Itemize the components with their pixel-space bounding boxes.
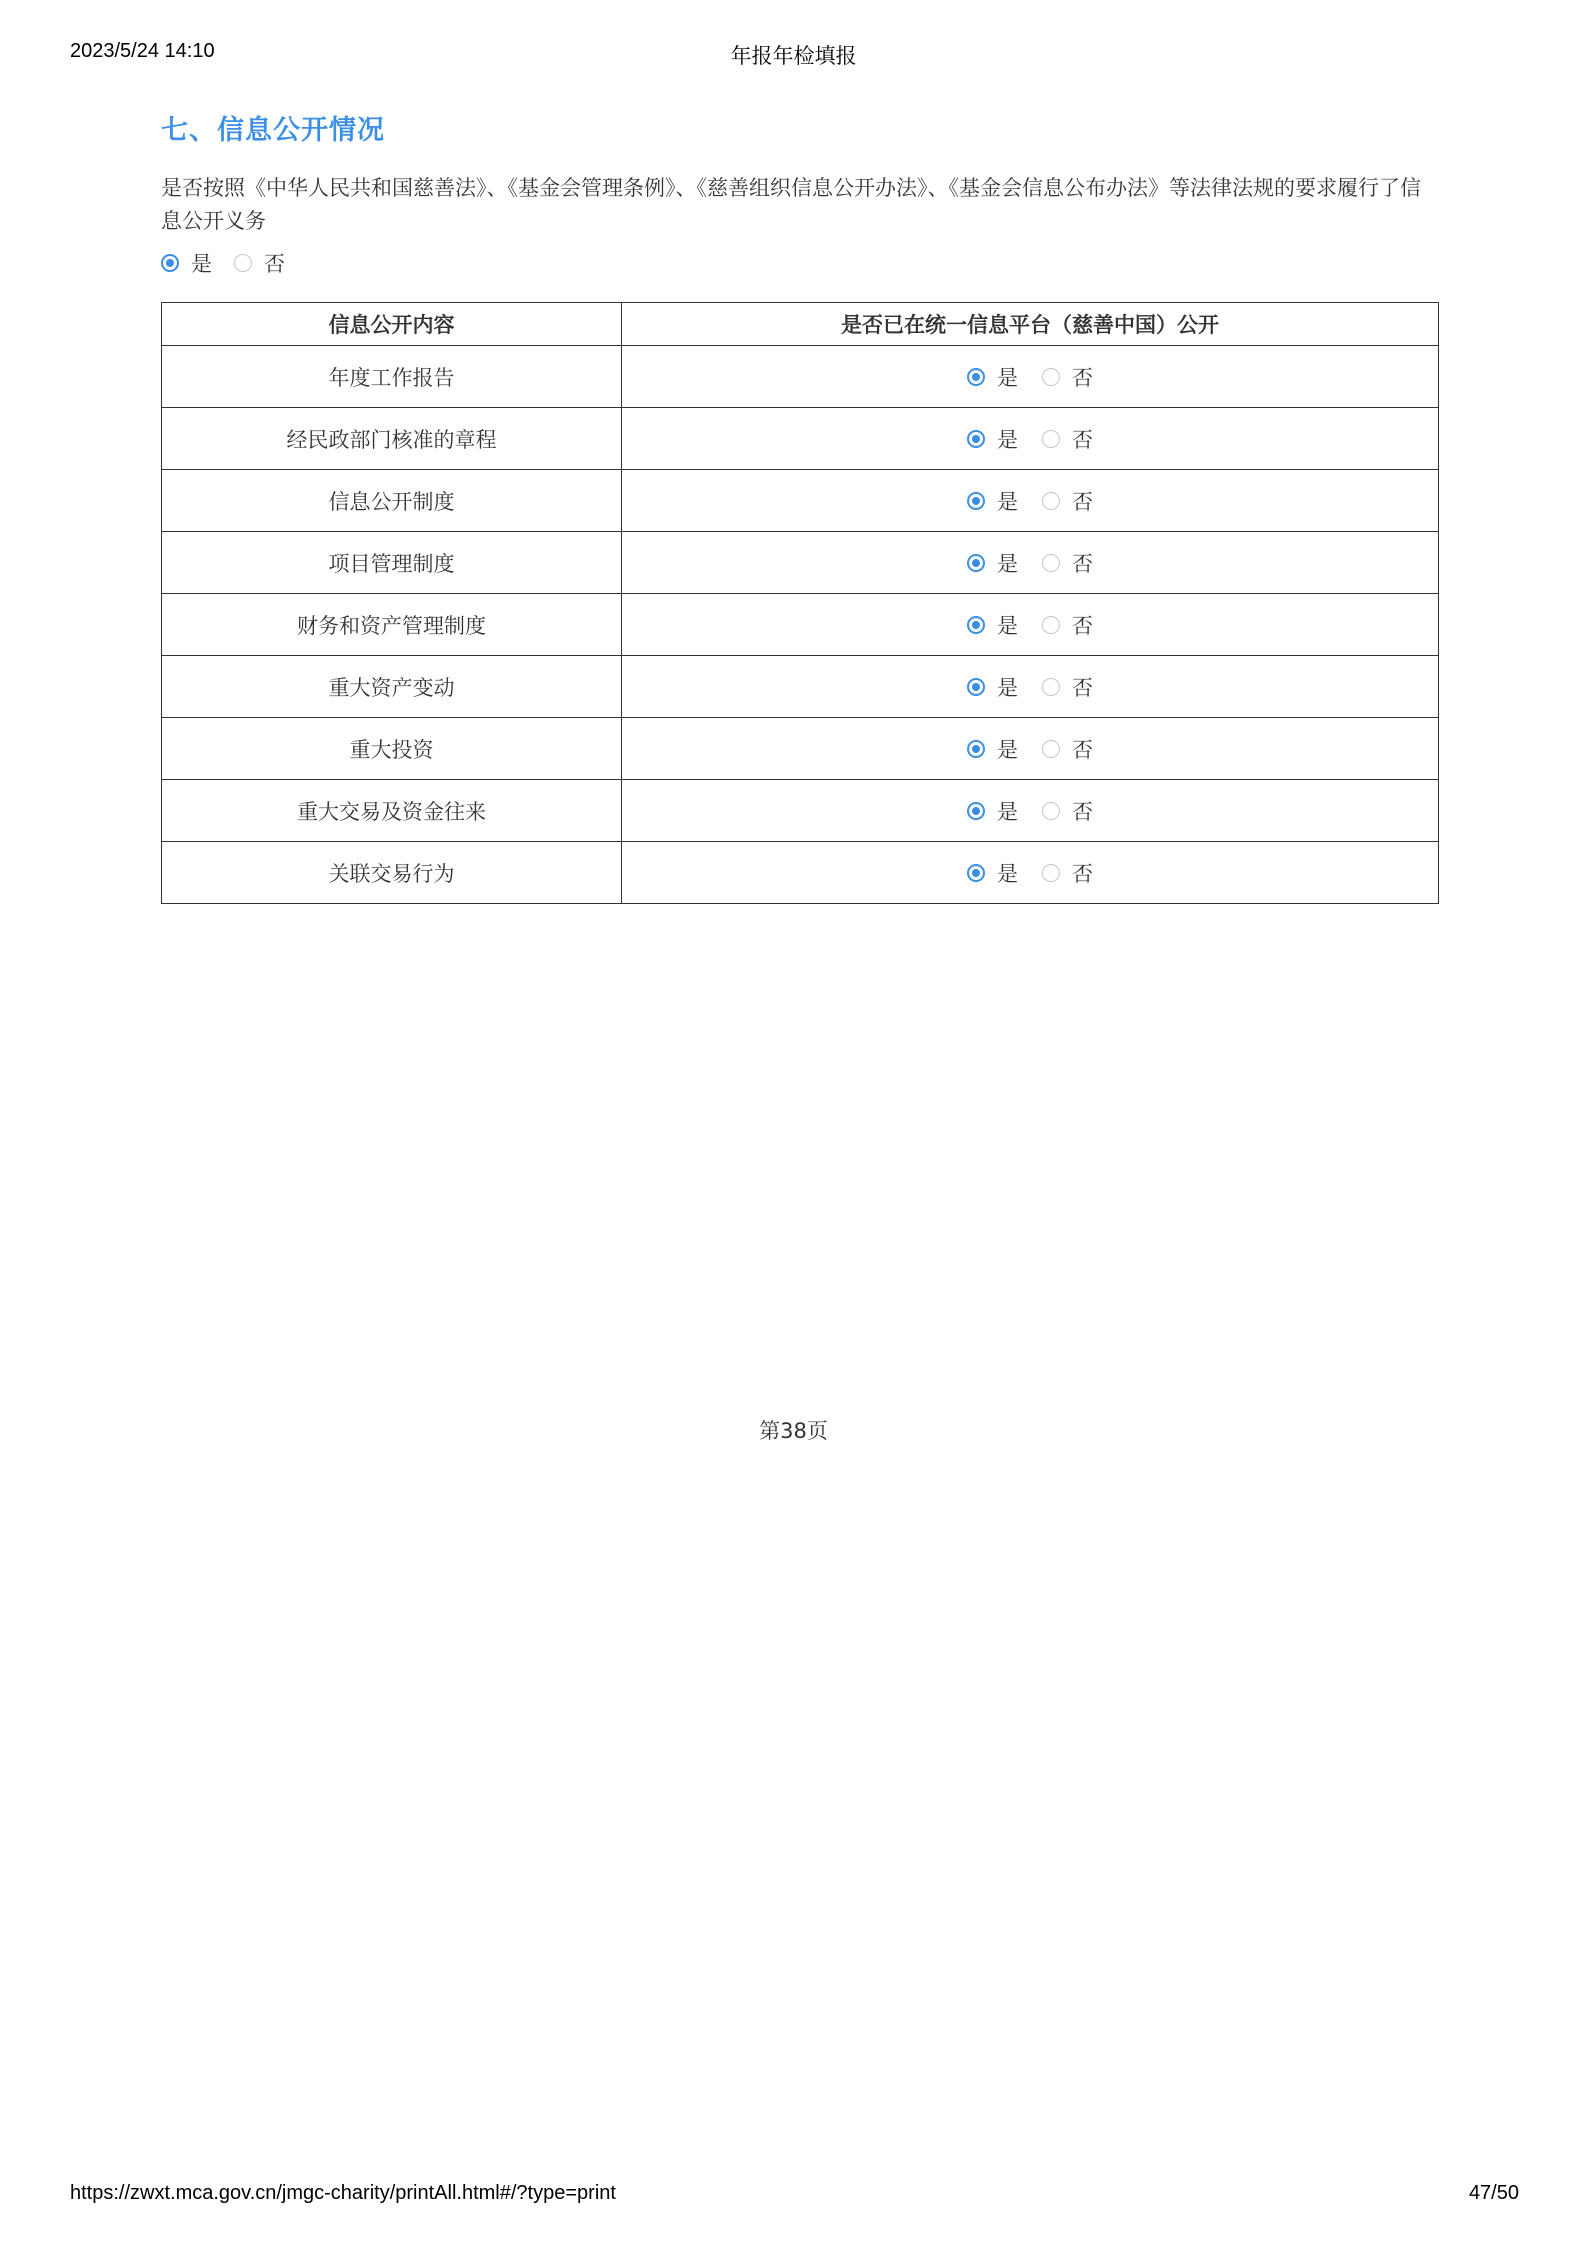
compliance-yes-label: 是	[191, 252, 212, 276]
row-yes-label: 是	[997, 861, 1018, 886]
disclosure-table-body	[162, 346, 1439, 904]
row-radio-group[interactable]	[955, 672, 1105, 702]
row-yes-label: 是	[997, 737, 1018, 762]
row-no-label: 否	[1072, 365, 1093, 390]
disclosure-status-cell	[622, 346, 1439, 408]
radio-checked-icon[interactable]	[161, 254, 179, 272]
compliance-yes-option[interactable]	[161, 248, 212, 278]
row-yes-option[interactable]	[967, 610, 1018, 640]
row-no-option[interactable]	[1042, 486, 1093, 516]
row-radio-group[interactable]	[955, 858, 1105, 888]
table-header-row	[162, 303, 1439, 346]
print-footer-url: https://zwxt.mca.gov.cn/jmgc-charity/printAll.html#/?type=print	[70, 2182, 616, 2204]
disclosure-status-cell	[622, 408, 1439, 470]
row-yes-option[interactable]	[967, 486, 1018, 516]
header-content-column: 信息公开内容	[162, 303, 622, 346]
disclosure-question: 是否按照《中华人民共和国慈善法》、《基金会管理条例》、《慈善组织信息公开办法》、《基金会信息公布办法》等法律法规的要求履行了信息公开义务	[161, 176, 1421, 233]
header-platform-column: 是否已在统一信息平台（慈善中国）公开	[622, 303, 1439, 346]
disclosure-status-cell	[622, 718, 1439, 780]
row-radio-group[interactable]	[955, 424, 1105, 454]
table-row	[162, 780, 1439, 842]
disclosure-status-cell	[622, 470, 1439, 532]
disclosure-compliance-radio-group[interactable]	[161, 248, 307, 278]
table-row	[162, 408, 1439, 470]
row-no-label: 否	[1072, 489, 1093, 514]
row-no-label: 否	[1072, 675, 1093, 700]
radio-unchecked-icon[interactable]	[234, 254, 252, 272]
radio-checked-icon[interactable]	[967, 740, 985, 758]
table-row	[162, 718, 1439, 780]
row-no-option[interactable]	[1042, 672, 1093, 702]
print-page-count: 47/50	[1468, 2182, 1519, 2204]
row-no-option[interactable]	[1042, 734, 1093, 764]
row-no-option[interactable]	[1042, 858, 1093, 888]
table-row	[162, 842, 1439, 904]
radio-checked-icon[interactable]	[967, 864, 985, 882]
radio-checked-icon[interactable]	[967, 430, 985, 448]
row-yes-label: 是	[997, 799, 1018, 824]
radio-checked-icon[interactable]	[967, 802, 985, 820]
row-yes-option[interactable]	[967, 362, 1018, 392]
radio-unchecked-icon[interactable]	[1042, 802, 1060, 820]
row-radio-group[interactable]	[955, 610, 1105, 640]
print-datetime: 2023/5/24 14:10	[70, 40, 215, 62]
radio-unchecked-icon[interactable]	[1042, 740, 1060, 758]
disclosure-status-cell	[622, 842, 1439, 904]
radio-unchecked-icon[interactable]	[1042, 678, 1060, 696]
page-number: 第38页	[759, 1419, 828, 1443]
disclosure-status-cell	[622, 780, 1439, 842]
radio-unchecked-icon[interactable]	[1042, 864, 1060, 882]
radio-unchecked-icon[interactable]	[1042, 554, 1060, 572]
row-no-label: 否	[1072, 799, 1093, 824]
disclosure-item-cell: 项目管理制度	[162, 532, 622, 594]
row-yes-label: 是	[997, 613, 1018, 638]
radio-unchecked-icon[interactable]	[1042, 492, 1060, 510]
table-row	[162, 532, 1439, 594]
row-yes-option[interactable]	[967, 858, 1018, 888]
radio-unchecked-icon[interactable]	[1042, 430, 1060, 448]
disclosure-item-cell: 重大投资	[162, 718, 622, 780]
row-no-label: 否	[1072, 551, 1093, 576]
radio-checked-icon[interactable]	[967, 616, 985, 634]
disclosure-item-cell: 经民政部门核准的章程	[162, 408, 622, 470]
row-yes-option[interactable]	[967, 548, 1018, 578]
row-yes-label: 是	[997, 365, 1018, 390]
row-no-label: 否	[1072, 427, 1093, 452]
row-no-label: 否	[1072, 861, 1093, 886]
section-title: 七、信息公开情况	[161, 115, 385, 146]
disclosure-item-cell: 信息公开制度	[162, 470, 622, 532]
compliance-no-option[interactable]	[234, 248, 285, 278]
row-no-option[interactable]	[1042, 362, 1093, 392]
disclosure-item-cell: 关联交易行为	[162, 842, 622, 904]
table-row	[162, 656, 1439, 718]
row-no-option[interactable]	[1042, 610, 1093, 640]
disclosure-item-cell: 重大资产变动	[162, 656, 622, 718]
row-yes-label: 是	[997, 675, 1018, 700]
row-yes-label: 是	[997, 489, 1018, 514]
radio-checked-icon[interactable]	[967, 678, 985, 696]
row-yes-label: 是	[997, 551, 1018, 576]
row-yes-option[interactable]	[967, 424, 1018, 454]
row-no-option[interactable]	[1042, 548, 1093, 578]
row-no-label: 否	[1072, 613, 1093, 638]
row-radio-group[interactable]	[955, 548, 1105, 578]
disclosure-status-cell	[622, 656, 1439, 718]
disclosure-item-cell: 重大交易及资金往来	[162, 780, 622, 842]
row-yes-label: 是	[997, 427, 1018, 452]
disclosure-item-cell: 财务和资产管理制度	[162, 594, 622, 656]
table-row	[162, 594, 1439, 656]
row-yes-option[interactable]	[967, 796, 1018, 826]
row-radio-group[interactable]	[955, 734, 1105, 764]
radio-checked-icon[interactable]	[967, 554, 985, 572]
table-row	[162, 346, 1439, 408]
row-radio-group[interactable]	[955, 796, 1105, 826]
compliance-no-label: 否	[264, 252, 285, 276]
row-no-option[interactable]	[1042, 424, 1093, 454]
radio-checked-icon[interactable]	[967, 368, 985, 386]
radio-unchecked-icon[interactable]	[1042, 368, 1060, 386]
disclosure-table	[161, 302, 1439, 904]
radio-unchecked-icon[interactable]	[1042, 616, 1060, 634]
radio-checked-icon[interactable]	[967, 492, 985, 510]
disclosure-status-cell	[622, 532, 1439, 594]
print-header-title: 年报年检填报	[730, 44, 857, 68]
row-yes-option[interactable]	[967, 734, 1018, 764]
row-no-label: 否	[1072, 737, 1093, 762]
table-row	[162, 470, 1439, 532]
row-radio-group[interactable]	[955, 362, 1105, 392]
row-no-option[interactable]	[1042, 796, 1093, 826]
disclosure-item-cell: 年度工作报告	[162, 346, 622, 408]
row-yes-option[interactable]	[967, 672, 1018, 702]
row-radio-group[interactable]	[955, 486, 1105, 516]
disclosure-status-cell	[622, 594, 1439, 656]
